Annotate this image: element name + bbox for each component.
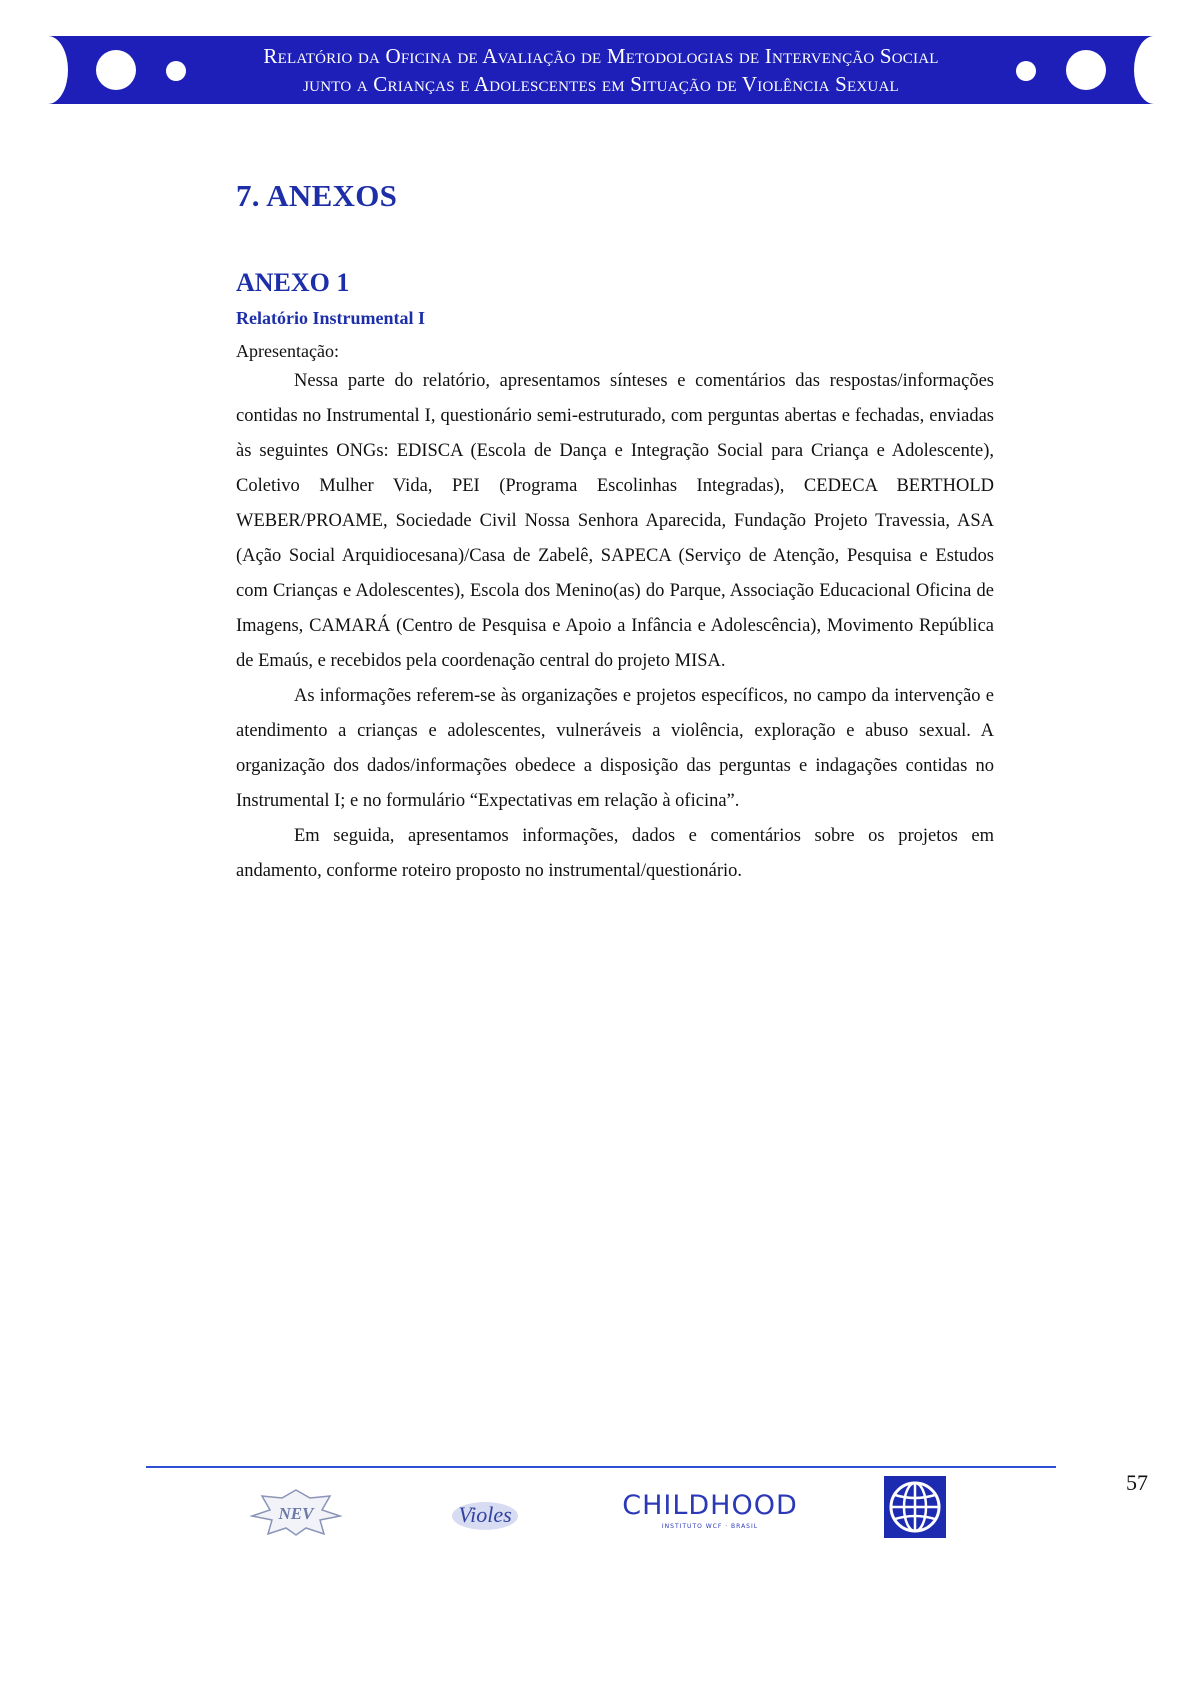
paragraph-2: As informações referem-se às organizações e projetos específicos, no campo da intervenção e atendimento a crianças e adolescentes, vulneráveis a violência, exploração e abuso sexual. A organização dos dados/informações obedece a disposição das perguntas e indagações contidas no Instrumental I; e no formulário “Expectativas em relação à oficina”. <box>236 686 994 811</box>
childhood-logo-text: CHILDHOOD <box>622 1490 798 1521</box>
nev-logo-text: NEV <box>278 1504 314 1523</box>
presentation-label: Apresentação: <box>236 341 339 361</box>
banner-dot-small-left <box>166 61 186 81</box>
header-line-2: junto a Crianças e Adolescentes em Situação de Violência Sexual <box>303 72 899 96</box>
violes-logo <box>448 1484 522 1538</box>
annex-subtitle: Relatório Instrumental I <box>236 308 425 328</box>
footer-rule <box>146 1466 1056 1468</box>
header-line-1: Relatório da Oficina de Avaliação de Metodologias de Intervenção Social <box>263 44 939 68</box>
annex-title: ANEXO 1 <box>236 268 350 297</box>
banner-dot-large-right <box>1066 50 1106 90</box>
world-bank-globe-icon <box>884 1476 946 1538</box>
childhood-logo <box>620 1486 800 1532</box>
header-banner <box>48 36 1154 104</box>
banner-dot-large-left <box>96 50 136 90</box>
banner-dot-small-right <box>1016 61 1036 81</box>
page-number: 57 <box>1126 1470 1148 1495</box>
banner-left-notch <box>28 36 68 104</box>
violes-logo-text: Violes <box>458 1502 512 1527</box>
header-title <box>198 42 1004 98</box>
banner-right-notch <box>1134 36 1174 104</box>
childhood-logo-subtext: INSTITUTO WCF · BRASIL <box>661 1523 759 1530</box>
section-title: 7. ANEXOS <box>236 178 398 213</box>
paragraph-3: Em seguida, apresentamos informações, dados e comentários sobre os projetos em andamento, conforme roteiro proposto no instrumental/questionário. <box>236 826 994 881</box>
paragraph-1: Nessa parte do relatório, apresentamos sínteses e comentários das respostas/informações contidas no Instrumental I, questionário semi-estruturado, com perguntas abertas e fechadas, enviadas às seguintes ONGs: EDISCA (Escola de Dança e Integração Social para Criança e Adolescente), Coletivo Mulher Vida, PEI (Programa Escolinhas Integradas), CEDECA BERTHOLD WEBER/PROAME, Sociedade Civil Nossa Senhora Aparecida, Fundação Projeto Travessia, ASA (Ação Social Arquidiocesana)/Casa de Zabelê, SAPECA (Serviço de Atenção, Pesquisa e Estudos com Crianças e Adolescentes), Escola dos Menino(as) do Parque, Associação Educacional Oficina de Imagens, CAMARÁ (Centro de Pesquisa e Apoio a Infância e Adolescência), Movimento República de Emaús, e recebidos pela coordenação central do projeto MISA. <box>236 371 994 671</box>
nev-logo <box>250 1488 342 1536</box>
document-body <box>236 178 994 889</box>
